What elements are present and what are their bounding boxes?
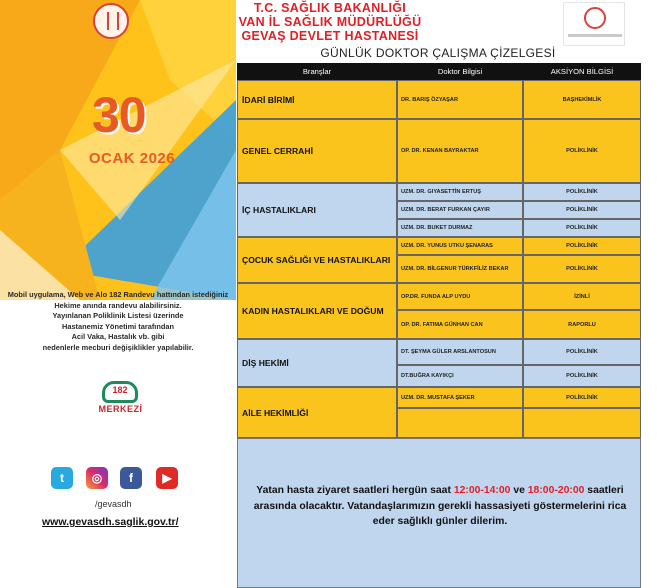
visiting-hours-notice bbox=[237, 438, 641, 588]
doctor-cell bbox=[397, 408, 523, 438]
notice-text: Yatan hasta ziyaret saatleri hergün saat 12:00-14:00 ve 18:00-20:00 saatleri arasında olacaktır. Vatandaşlarımızın gerekli hassasiyeti göstermelerini rica eder sağlıklı günler dilerim. bbox=[253, 485, 627, 527]
website-link[interactable]: www.gevasdh.saglik.gov.tr/ bbox=[42, 516, 179, 528]
action-cell: BAŞHEKİMLİK bbox=[523, 80, 641, 119]
branch-genel-cerrahi: GENEL CERRAHİ bbox=[237, 119, 397, 183]
action-cell: POLİKLİNİK bbox=[523, 119, 641, 183]
schedule-subtitle: GÜNLÜK DOKTOR ÇALIŞMA ÇİZELGESİ bbox=[320, 46, 556, 60]
doctor-cell: UZM. DR. BERAT FURKAN ÇAYIR bbox=[397, 201, 523, 219]
action-cell: POLİKLİNİK bbox=[523, 365, 641, 387]
header bbox=[0, 0, 657, 60]
doctor-cell: DR. BARIŞ ÖZYAŞAR bbox=[397, 80, 523, 119]
title-line-3: GEVAŞ DEVLET HASTANESİ bbox=[241, 29, 419, 43]
title-line-1: T.C. SAĞLIK BAKANLIĞI bbox=[253, 1, 407, 15]
branch-cocuk-sagligi: ÇOCUK SAĞLIĞI VE HASTALIKLARI bbox=[237, 237, 397, 283]
branch-aile-hekimligi: AİLE HEKİMLİĞİ bbox=[237, 387, 397, 438]
doctor-cell: UZM. DR. MUSTAFA ŞEKER bbox=[397, 387, 523, 408]
twitter-icon[interactable]: t bbox=[51, 467, 73, 489]
branch-dis-hekimi: DİŞ HEKİMİ bbox=[237, 339, 397, 387]
action-cell: POLİKLİNİK bbox=[523, 339, 641, 365]
action-cell: POLİKLİNİK bbox=[523, 219, 641, 237]
doctor-cell: DT. ŞEYMA GÜLER ARSLANTOSUN bbox=[397, 339, 523, 365]
action-cell: POLİKLİNİK bbox=[523, 255, 641, 283]
action-cell bbox=[523, 408, 641, 438]
branch-idari: İDARİ BİRİMİ bbox=[237, 80, 397, 119]
doctor-cell: DT.BUĞRA KAYIKÇI bbox=[397, 365, 523, 387]
action-cell: İZİNLİ bbox=[523, 283, 641, 310]
facebook-icon[interactable]: f bbox=[120, 467, 142, 489]
action-cell: RAPORLU bbox=[523, 310, 641, 339]
action-cell: POLİKLİNİK bbox=[523, 237, 641, 255]
alo-182-badge: 182 MERKEZİ bbox=[83, 379, 158, 420]
date-month: OCAK 2026 bbox=[88, 150, 176, 167]
doctor-cell: UZM. DR. BİLGENUR TÜRKFİLİZ BEKAR bbox=[397, 255, 523, 283]
action-cell: POLİKLİNİK bbox=[523, 183, 641, 201]
info-text: Mobil uygulama, Web ve Alo 182 Randevu hattından istediğiniz Hekime anında randevu alabilirsiniz. Yayınlanan Poliklinik Listesi üzerinde Hastanemiz Yönetimi tarafından Acil Vaka, Hastalık vb. gibi nedenlerle mecburi değişiklikler yapılabilir. bbox=[7, 290, 229, 352]
doctor-cell: OP. DR. KENAN BAYRAKTAR bbox=[397, 119, 523, 183]
instagram-icon[interactable]: ◎ bbox=[86, 467, 108, 489]
date-day: 30 bbox=[92, 87, 146, 143]
branch-kadin-hastaliklari: KADIN HASTALIKLARI VE DOĞUM bbox=[237, 283, 397, 339]
doctor-cell: UZM. DR. GIYASETTİN ERTUŞ bbox=[397, 183, 523, 201]
hospital-logo bbox=[563, 2, 625, 46]
doctor-cell: UZM. DR. YUNUS UTKU ŞENARAS bbox=[397, 237, 523, 255]
youtube-icon[interactable]: ▶ bbox=[156, 467, 178, 489]
doctor-cell: UZM. DR. BUKET DURMAZ bbox=[397, 219, 523, 237]
social-handle: /gevasdh bbox=[95, 499, 132, 509]
table-header: Branşlar Doktor Bilgisi AKSİYON BİLGİSİ bbox=[237, 63, 641, 80]
ministry-logo bbox=[93, 3, 129, 39]
action-cell: POLİKLİNİK bbox=[523, 387, 641, 408]
doctor-cell: OP. DR. FATIMA GÜNHAN CAN bbox=[397, 310, 523, 339]
branch-ic-hastaliklari: İÇ HASTALIKLARI bbox=[237, 183, 397, 237]
action-cell: POLİKLİNİK bbox=[523, 201, 641, 219]
title-line-2: VAN İL SAĞLIK MÜDÜRLÜĞÜ bbox=[238, 15, 422, 29]
doctor-cell: OP.DR. FUNDA ALP UYDU bbox=[397, 283, 523, 310]
